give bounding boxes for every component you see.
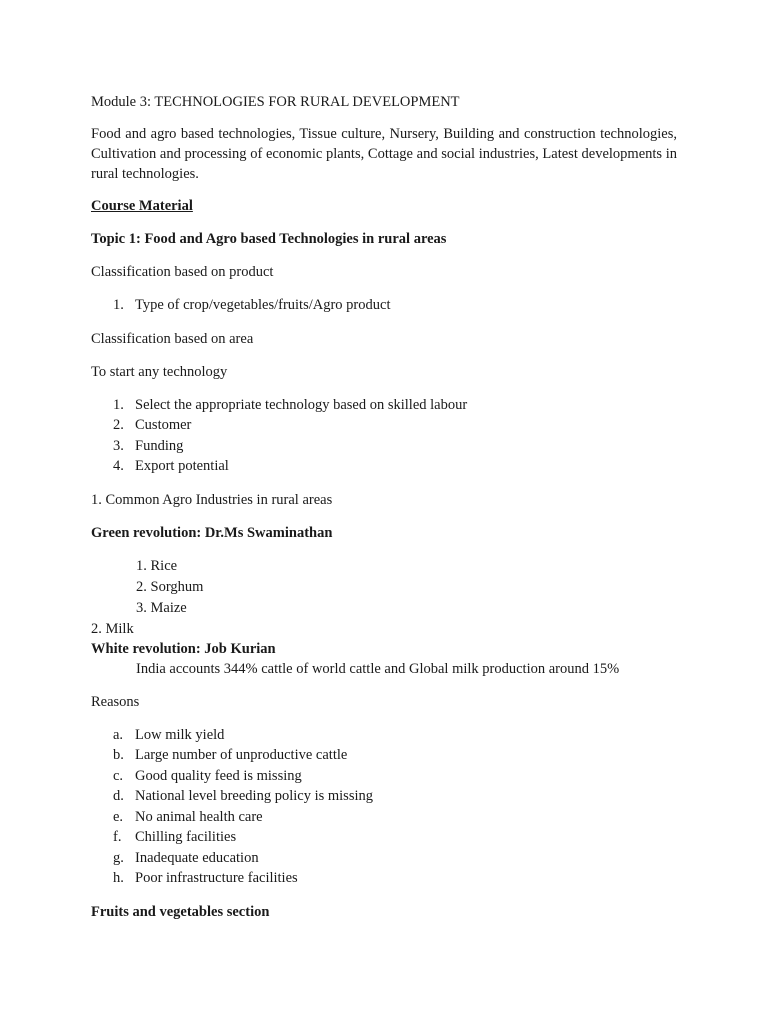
intro-paragraph: Food and agro based technologies, Tissue culture, Nursery, Building and construction technologies, Cultivation and processing of economic plants, Cottage and social industries, Latest developments in rural technologies. (91, 126, 677, 182)
list-item: 2. Sorghum (136, 578, 204, 595)
india-accounts-text: India accounts 344% cattle of world cattle and Global milk production around 15% (136, 660, 620, 677)
milk-item: 2. Milk (91, 620, 134, 637)
list-item (91, 456, 677, 477)
list-item-text: Chilling facilities (135, 829, 237, 845)
list-item (91, 415, 677, 436)
list-item (91, 786, 677, 807)
list-marker: 2. (113, 417, 124, 433)
list-marker: f. (113, 829, 122, 845)
green-revolution-heading: Green revolution: Dr.Ms Swaminathan (91, 524, 333, 541)
technology-list (91, 395, 677, 477)
list-marker: e. (113, 808, 124, 825)
list-item (91, 745, 677, 766)
list-marker: 1. (113, 396, 124, 413)
list-item-text: Select the appropriate technology based on skilled labour (135, 396, 468, 413)
list-item (91, 827, 677, 848)
list-item-text: Poor infrastructure facilities (135, 870, 298, 886)
list-marker: 3. (113, 437, 124, 454)
topic1-heading: Topic 1: Food and Agro based Technologies in rural areas (91, 231, 447, 247)
white-revolution-heading: White revolution: Job Kurian (91, 640, 276, 657)
start-technology: To start any technology (91, 363, 228, 380)
list-item (91, 295, 677, 316)
list-marker: b. (113, 747, 124, 763)
list-item-text: Funding (135, 437, 184, 454)
list-item (91, 395, 677, 416)
list-item-text: Low milk yield (135, 726, 225, 743)
list-item-text: No animal health care (135, 808, 263, 825)
list-marker: h. (113, 870, 124, 886)
crops-list (91, 556, 677, 619)
list-item (91, 848, 677, 869)
list-marker: 1. (113, 297, 124, 313)
list-marker: 4. (113, 458, 124, 474)
fruits-vegetables-heading: Fruits and vegetables section (91, 903, 270, 920)
list-item (91, 868, 677, 889)
list-item (91, 725, 677, 746)
common-agro-industries: 1. Common Agro Industries in rural areas (91, 491, 333, 508)
list-item (91, 766, 677, 787)
list-item-text: National level breeding policy is missing (135, 788, 373, 804)
document-page (91, 92, 677, 922)
course-material-heading: Course Material (91, 198, 193, 214)
list-item: 1. Rice (136, 557, 178, 574)
list-marker: a. (113, 726, 124, 743)
list-item-text: Type of crop/vegetables/fruits/Agro product (135, 297, 391, 313)
list-item-text: Export potential (135, 458, 229, 474)
reasons-list (91, 725, 677, 889)
classification-product: Classification based on product (91, 264, 274, 280)
list-item-text: Good quality feed is missing (135, 767, 302, 784)
list-item-text: Inadequate education (135, 849, 259, 866)
product-list (91, 295, 677, 316)
list-marker: d. (113, 788, 124, 804)
list-item (91, 807, 677, 828)
module-title: Module 3: TECHNOLOGIES FOR RURAL DEVELOPMENT (91, 94, 460, 110)
classification-area: Classification based on area (91, 330, 254, 347)
reasons-heading: Reasons (91, 693, 140, 710)
list-item-text: Large number of unproductive cattle (135, 747, 348, 763)
list-marker: g. (113, 849, 124, 866)
list-marker: c. (113, 767, 124, 784)
list-item-text: Customer (135, 417, 192, 433)
list-item: 3. Maize (136, 599, 187, 616)
list-item (91, 436, 677, 457)
